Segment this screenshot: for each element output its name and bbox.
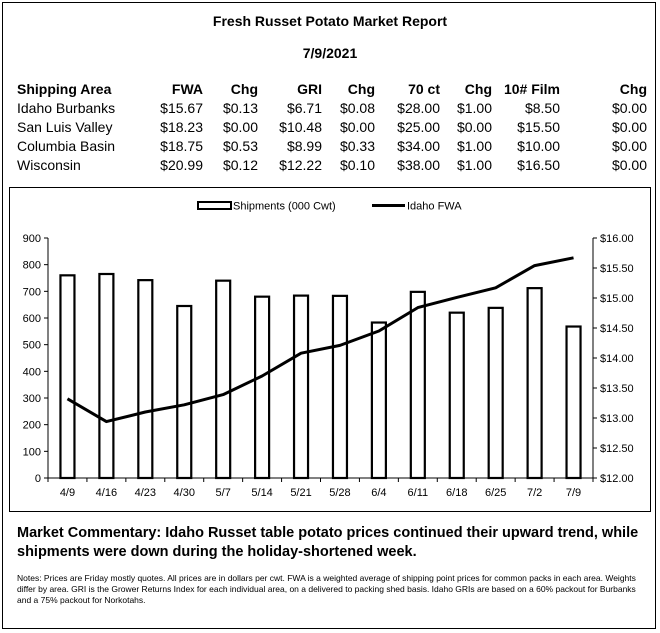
right-axis-tick-label: $14.50 xyxy=(600,323,634,335)
left-axis-tick-label: 500 xyxy=(22,339,41,352)
table-cell: $0.10 xyxy=(339,157,375,173)
shipments-bar xyxy=(216,281,230,478)
shipments-bar xyxy=(528,288,542,478)
shipments-bar xyxy=(489,308,503,478)
table-cell: $18.75 xyxy=(160,138,203,154)
shipments-bar xyxy=(99,274,113,478)
chart-container xyxy=(9,187,651,512)
table-cell: $18.23 xyxy=(160,119,203,135)
table-row xyxy=(17,156,647,175)
table-cell: $0.00 xyxy=(339,119,375,135)
x-axis-tick-label: 4/16 xyxy=(95,487,118,499)
table-cell: $10.00 xyxy=(517,138,560,154)
right-axis-tick-label: $13.00 xyxy=(600,413,634,425)
chart-legend xyxy=(198,201,462,213)
table-cell: $15.50 xyxy=(517,119,560,135)
table-cell: $16.50 xyxy=(517,157,560,173)
table-cell: $1.00 xyxy=(456,157,492,173)
x-axis-tick-label: 6/4 xyxy=(371,487,387,499)
x-axis-tick-label: 6/11 xyxy=(407,487,429,499)
table-cell: $0.12 xyxy=(222,157,258,173)
x-axis-tick-label: 4/9 xyxy=(59,487,76,499)
x-axis-tick-label: 4/23 xyxy=(134,487,157,499)
x-axis-tick-label: 5/7 xyxy=(215,487,231,499)
right-axis-tick-label: $12.50 xyxy=(600,443,634,455)
header-fwa: FWA xyxy=(171,81,203,97)
table-cell: San Luis Valley xyxy=(17,119,113,135)
table-cell: Idaho Burbanks xyxy=(17,100,116,116)
x-axis-tick-label: 4/30 xyxy=(173,487,195,499)
table-cell: $0.00 xyxy=(611,157,647,173)
table-cell: $12.22 xyxy=(279,157,322,173)
table-cell: $8.99 xyxy=(286,138,322,154)
left-axis-tick-label: 0 xyxy=(34,473,41,485)
table-cell: Columbia Basin xyxy=(17,138,116,154)
right-axis-tick-label: $15.00 xyxy=(600,293,634,305)
shipments-bar xyxy=(138,280,152,478)
legend-label-fwa: Idaho FWA xyxy=(407,200,462,213)
table-cell: $15.67 xyxy=(160,100,203,116)
header-gri: GRI xyxy=(297,81,322,97)
left-axis-tick-label: 900 xyxy=(22,233,41,245)
shipments-bar xyxy=(411,292,425,478)
right-axis-tick-label: $12.00 xyxy=(600,473,634,485)
table-cell: $6.71 xyxy=(286,100,322,116)
header-shipping-area: Shipping Area xyxy=(17,81,112,97)
table-cell: $1.00 xyxy=(456,100,492,116)
table-row xyxy=(17,137,647,156)
report-date: 7/9/2021 xyxy=(302,45,358,61)
table-cell: $0.13 xyxy=(222,100,258,116)
x-axis-tick-label: 6/25 xyxy=(484,487,507,499)
x-axis-tick-label: 7/2 xyxy=(526,487,543,499)
table-cell: $0.08 xyxy=(339,100,375,116)
table-cell: $0.00 xyxy=(611,119,647,135)
table-cell: $0.00 xyxy=(611,138,647,154)
left-axis-tick-label: 300 xyxy=(22,393,41,405)
market-commentary: Market Commentary: Idaho Russet table potato prices continued their upward trend, while shipments were down during the holiday-shortened week. xyxy=(17,525,639,560)
shipments-bar xyxy=(60,275,74,478)
header-10lb-film-chg: Chg xyxy=(619,81,647,97)
x-axis-tick-label: 6/18 xyxy=(446,487,468,499)
table-cell: $28.00 xyxy=(397,100,440,116)
table-cell: $25.00 xyxy=(397,119,440,135)
table-row xyxy=(17,118,647,137)
right-axis-tick-label: $15.50 xyxy=(600,263,634,275)
x-axis-tick-label: 5/14 xyxy=(251,487,273,499)
right-axis-tick-label: $13.50 xyxy=(600,383,634,395)
bar-series xyxy=(60,274,580,478)
legend-label-shipments: Shipments (000 Cwt) xyxy=(233,200,336,213)
shipments-bar xyxy=(333,296,347,478)
left-axis-tick-label: 700 xyxy=(22,286,41,299)
table-cell: $0.33 xyxy=(339,138,375,154)
left-axis-tick-label: 100 xyxy=(22,446,41,459)
header-10lb-film: 10# Film xyxy=(503,81,560,97)
shipments-bar xyxy=(177,306,191,478)
shipments-bar xyxy=(294,296,308,478)
report-notes: Notes: Prices are Friday mostly quotes. All prices are in dollars per cwt. FWA is a weighted average of shipping point prices for common packs in each area. Weights differ by area. GRI is the Grower Returns Index for each individual area, on a delivered to packing shed basis. Idaho GRIs are based on a 60% packout for Burbanks and a 75% packout for Norkotahs. xyxy=(17,573,636,605)
shipments-fwa-chart xyxy=(10,188,650,511)
table-cell: $38.00 xyxy=(397,157,440,173)
table-cell: $34.00 xyxy=(397,138,440,154)
table-cell: $0.00 xyxy=(456,119,492,135)
table-cell: $20.99 xyxy=(160,157,203,173)
right-axis-tick-label: $14.00 xyxy=(600,353,634,365)
left-axis-tick-label: 400 xyxy=(22,366,41,379)
legend-swatch-shipments xyxy=(198,202,231,209)
report-title: Fresh Russet Potato Market Report xyxy=(212,13,448,29)
left-axis-tick-label: 800 xyxy=(22,259,41,272)
x-axis-tick-label: 5/21 xyxy=(290,487,312,499)
shipments-bar xyxy=(372,323,386,478)
left-axis-tick-label: 200 xyxy=(22,419,41,432)
table-cell: $8.50 xyxy=(524,100,560,116)
table-cell: $10.48 xyxy=(279,119,322,135)
table-cell: $1.00 xyxy=(456,138,492,154)
header-70ct-chg: Chg xyxy=(464,81,492,97)
table-cell: $0.53 xyxy=(222,138,258,154)
table-row xyxy=(17,99,647,118)
table-cell: Wisconsin xyxy=(17,157,81,173)
right-axis-tick-label: $16.00 xyxy=(600,233,634,245)
header-gri-chg: Chg xyxy=(347,81,375,97)
price-table-header-row xyxy=(17,80,647,99)
header-fwa-chg: Chg xyxy=(230,81,258,97)
price-table xyxy=(17,80,647,175)
x-axis-tick-label: 5/28 xyxy=(329,487,351,499)
x-axis-tick-label: 7/9 xyxy=(565,487,582,499)
table-cell: $0.00 xyxy=(611,100,647,116)
shipments-bar xyxy=(255,297,269,478)
table-cell: $0.00 xyxy=(222,119,258,135)
header-70ct: 70 ct xyxy=(408,81,440,97)
left-axis-tick-label: 600 xyxy=(22,313,41,325)
shipments-bar xyxy=(567,327,581,478)
shipments-bar xyxy=(450,313,464,478)
